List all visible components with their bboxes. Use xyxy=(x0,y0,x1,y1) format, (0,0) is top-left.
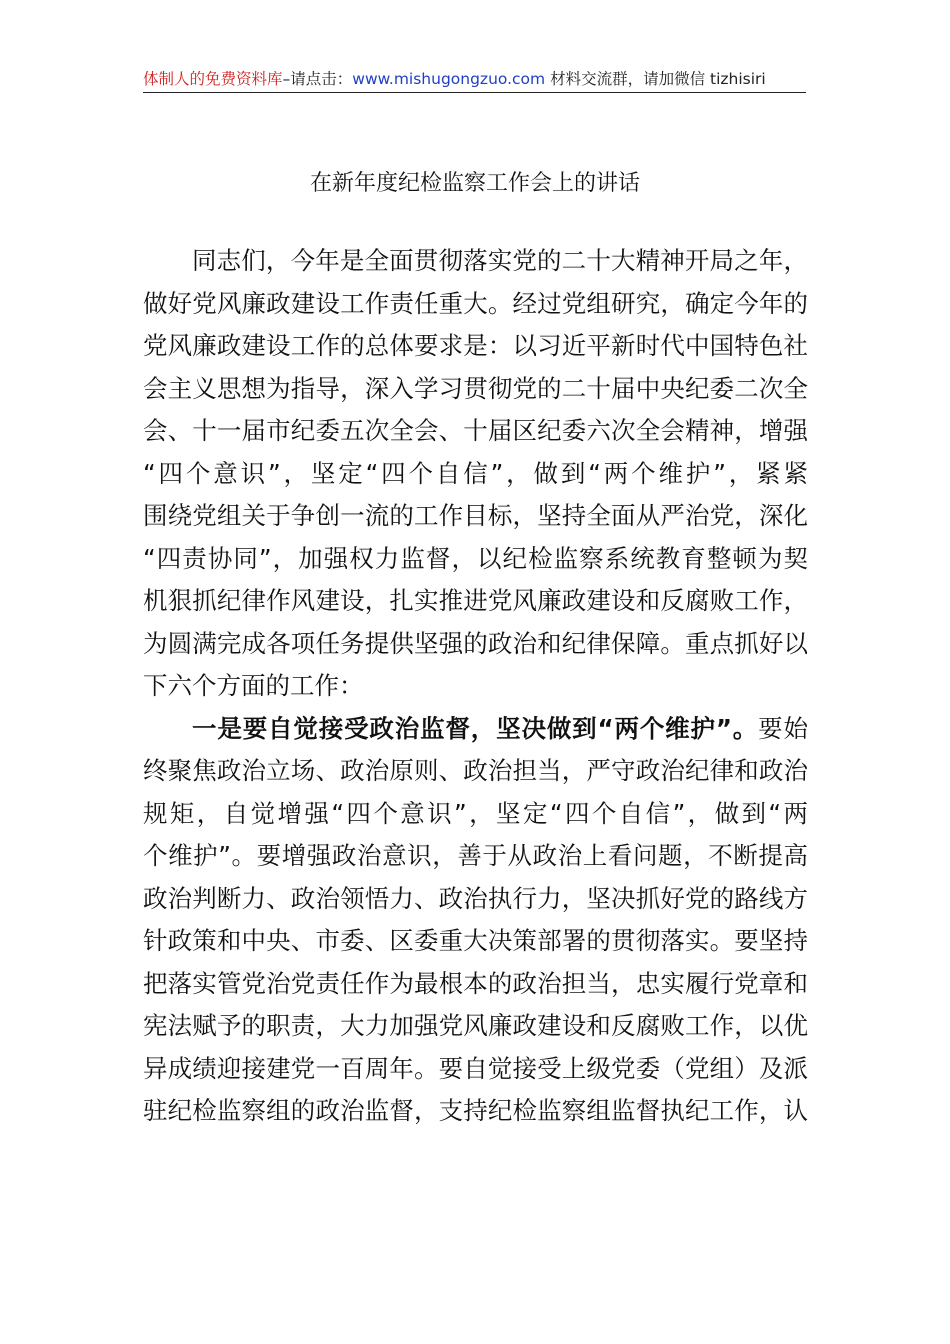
paragraph-line: 同志们，今年是全面贯彻落实党的二十大精神开局之年， xyxy=(192,246,808,275)
paragraph-line: “四责协同”，加强权力监督，以纪检监察系统教育整顿为契 xyxy=(143,543,808,573)
paragraph-line: 为圆满完成各项任务提供坚强的政治和纪律保障。重点抓好以 xyxy=(143,628,808,658)
paragraph-line: 党风廉政建设工作的总体要求是：以习近平新时代中国特色社 xyxy=(143,331,808,360)
document-body xyxy=(143,240,808,1133)
paragraph-line: 政治判断力、政治领悟力、政治执行力，坚决抓好党的路线方 xyxy=(143,883,808,913)
paragraph-line: 会、十一届市纪委五次全会、十届区纪委六次全会精神，增强 xyxy=(143,416,808,445)
paragraph-line: 做好党风廉政建设工作责任重大。经过党组研究，确定今年的 xyxy=(143,288,808,318)
paragraph-line-with-heading xyxy=(143,708,808,751)
paragraph-line: 异成绩迎接建党一百周年。要自觉接受上级党委（党组）及派 xyxy=(143,1053,808,1083)
paragraph-line: 终聚焦政治立场、政治原则、政治担当，严守政治纪律和政治 xyxy=(143,756,808,785)
paragraph-line: 会主义思想为指导，深入学习贯彻党的二十届中央纪委二次全 xyxy=(143,373,808,403)
paragraph-line: 宪法赋予的职责，大力加强党风廉政建设和反腐败工作，以优 xyxy=(143,1011,808,1040)
paragraph-line: 针政策和中央、市委、区委重大决策部署的贯彻落实。要坚持 xyxy=(143,926,808,955)
paragraph-line: 把落实管党治党责任作为最根本的政治担当，忠实履行党章和 xyxy=(143,968,808,998)
document-title: 在新年度纪检监察工作会上的讲话 xyxy=(309,171,640,196)
header-url-link[interactable]: www.mishugongzuo.com xyxy=(352,70,546,88)
paragraph-line: 围绕党组关于争创一流的工作目标，坚持全面从严治党，深化 xyxy=(143,501,808,530)
paragraph-line: 机狠抓纪律作风建设，扎实推进党风廉政建设和反腐败工作， xyxy=(143,586,808,615)
paragraph-line: “四个意识”，坚定“四个自信”，做到“两个维护”，紧紧 xyxy=(143,458,808,488)
paragraph-line: 下六个方面的工作： xyxy=(143,671,364,700)
header-group-note: 材料交流群，请加微信 tizhisiri xyxy=(545,70,766,88)
paragraph-line: 规矩，自觉增强“四个意识”，坚定“四个自信”，做到“两 xyxy=(143,798,808,828)
paragraph-line: 个维护”。要增强政治意识，善于从政治上看问题，不断提高 xyxy=(143,841,808,870)
section-heading: 一是要自觉接受政治监督，坚决做到“两个维护”。 xyxy=(192,713,759,743)
header-click-prompt: –请点击： xyxy=(282,70,353,88)
page-header xyxy=(143,66,806,93)
paragraph-line: 驻纪检监察组的政治监督，支持纪检监察组监督执纪工作，认 xyxy=(143,1096,808,1125)
paragraph-text: 要始 xyxy=(758,713,808,743)
header-site-name: 体制人的免费资料库 xyxy=(143,70,283,88)
